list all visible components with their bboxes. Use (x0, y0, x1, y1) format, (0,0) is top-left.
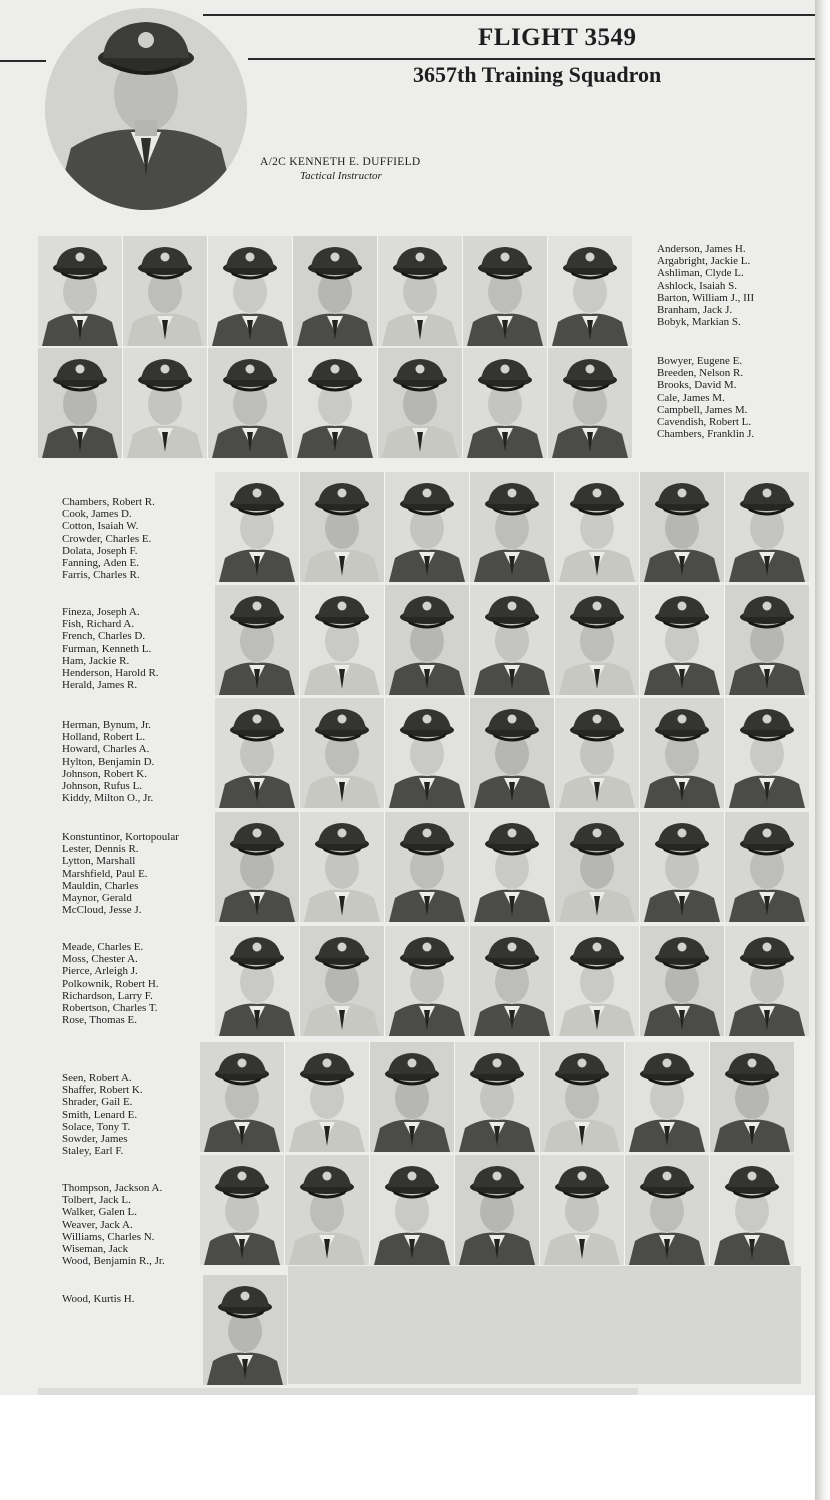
cadet-name: Robertson, Charles T. (62, 1002, 158, 1015)
cadet-name: Cook, James D. (62, 508, 132, 521)
page-edge (815, 0, 830, 1500)
cadet-photo (215, 926, 299, 1036)
cadet-name: Bobyk, Markian S. (657, 316, 741, 329)
cadet-name: Solace, Tony T. (62, 1120, 131, 1133)
cadet-name: Cotton, Isaiah W. (62, 520, 139, 533)
cadet-photo (555, 585, 639, 695)
cadet-name: Holland, Robert L. (62, 731, 146, 744)
cadet-photo (555, 812, 639, 922)
cadet-photo (555, 472, 639, 582)
cadet-name: Seen, Robert A. (62, 1072, 132, 1084)
cadet-name: Konstuntinor, Kortopoular (62, 831, 179, 843)
cadet-name: Brooks, David M. (657, 379, 737, 392)
cadet-name: Crowder, Charles E. (62, 532, 152, 545)
cadet-photo (215, 698, 299, 808)
cadet-name: Ham, Jackie R. (62, 654, 130, 667)
photo-row (200, 1155, 794, 1265)
cadet-photo (725, 698, 809, 808)
cadet-name: Chambers, Robert R. (62, 496, 155, 508)
cadet-photo (540, 1155, 624, 1265)
cadet-photo (300, 585, 384, 695)
cadet-photo (38, 236, 122, 346)
cadet-name: Polkownik, Robert H. (62, 977, 159, 990)
cadet-name: Furman, Kenneth L. (62, 642, 152, 655)
name-list (62, 719, 154, 804)
cadet-photo (725, 926, 809, 1036)
name-list (657, 243, 754, 328)
photo-row (200, 1042, 794, 1152)
cadet-photo (540, 1042, 624, 1152)
cadet-photo (293, 236, 377, 346)
cadet-name: Wood, Benjamin R., Jr. (62, 1255, 165, 1268)
cadet-photo (215, 472, 299, 582)
cadet-photo (455, 1042, 539, 1152)
cadet-photo (300, 698, 384, 808)
cadet-photo (555, 926, 639, 1036)
cadet-name: Breeden, Nelson R. (657, 367, 744, 380)
cadet-name: Rose, Thomas E. (62, 1014, 137, 1027)
cadet-name: Lytton, Marshall (62, 855, 136, 868)
flight-title: FLIGHT 3549 (478, 24, 637, 51)
cadet-name: Lester, Dennis R. (62, 843, 139, 856)
photo-row (215, 812, 809, 922)
cadet-photo (370, 1042, 454, 1152)
cadet-photo (548, 236, 632, 346)
cadet-name: Weaver, Jack A. (62, 1218, 133, 1231)
cadet-photo (385, 926, 469, 1036)
cadet-photo (123, 236, 207, 346)
cadet-name: Herman, Bynum, Jr. (62, 719, 151, 731)
cadet-name: Maynor, Gerald (62, 892, 132, 905)
cadet-name: Sowder, James (62, 1133, 128, 1146)
cadet-photo (300, 926, 384, 1036)
cadet-photo (640, 472, 724, 582)
cadet-name: Staley, Earl F. (62, 1145, 124, 1158)
name-list (62, 831, 179, 916)
cadet-name: Henderson, Harold R. (62, 667, 159, 680)
instructor-title: Tactical Instructor (300, 170, 382, 182)
cadet-photo (470, 472, 554, 582)
instructor-name: A/2C KENNETH E. DUFFIELD (260, 156, 421, 168)
cadet-photo (378, 236, 462, 346)
cadet-photo (38, 348, 122, 458)
cadet-photo (293, 348, 377, 458)
cadet-photo (285, 1042, 369, 1152)
cadet-name: Richardson, Larry F. (62, 989, 153, 1002)
cadet-name: Hylton, Benjamin D. (62, 755, 155, 768)
cadet-photo (470, 698, 554, 808)
cadet-photo (300, 472, 384, 582)
page-bottom-strip (38, 1388, 638, 1395)
cadet-photo (463, 236, 547, 346)
cadet-name: Meade, Charles E. (62, 941, 144, 953)
cadet-name: Anderson, James H. (657, 243, 746, 255)
cadet-name: Ashliman, Clyde L. (657, 267, 744, 280)
cadet-photo (385, 812, 469, 922)
cadet-photo (463, 348, 547, 458)
cadet-name: Johnson, Robert K. (62, 767, 147, 780)
cadet-name: Barton, William J., III (657, 291, 755, 304)
cadet-name: Bowyer, Eugene E. (657, 355, 743, 367)
photo-row (203, 1275, 287, 1385)
cadet-photo (385, 698, 469, 808)
cadet-photo (725, 585, 809, 695)
instructor-figure (45, 8, 247, 210)
cadet-photo (710, 1155, 794, 1265)
cadet-name: Cale, James M. (657, 391, 725, 404)
squadron-title: 3657th Training Squadron (413, 62, 662, 87)
cadet-photo (200, 1042, 284, 1152)
cadet-photo (200, 1155, 284, 1265)
name-list (62, 496, 155, 581)
cadet-name: Fish, Richard A. (62, 618, 135, 631)
header-rule-right (248, 58, 815, 60)
cadet-photo (625, 1042, 709, 1152)
cadet-photo (640, 585, 724, 695)
cadet-name: McCloud, Jesse J. (62, 904, 142, 917)
cadet-name: Ashlock, Isaiah S. (657, 279, 738, 292)
cadet-name: Mauldin, Charles (62, 879, 139, 892)
name-list (62, 941, 159, 1026)
cadet-photo (548, 348, 632, 458)
cadet-photo (625, 1155, 709, 1265)
cadet-name: Fineza, Joseph A. (62, 606, 140, 618)
cadet-photo (385, 472, 469, 582)
photo-row (38, 236, 632, 346)
cadet-name: Shrader, Gail E. (62, 1096, 133, 1109)
cadet-name: Branham, Jack J. (657, 304, 733, 317)
cadet-name: Herald, James R. (62, 679, 138, 692)
cadet-name: Thompson, Jackson A. (62, 1182, 163, 1194)
cadet-name: Shaffer, Robert K. (62, 1084, 143, 1097)
cadet-photo (300, 812, 384, 922)
cadet-name: Smith, Lenard E. (62, 1108, 138, 1121)
cadet-photo (555, 698, 639, 808)
cadet-name: Marshfield, Paul E. (62, 867, 148, 880)
name-list (62, 606, 159, 691)
cadet-photo (385, 585, 469, 695)
cadet-photo (640, 698, 724, 808)
cadet-name: Wiseman, Jack (62, 1243, 129, 1256)
cadet-photo (470, 585, 554, 695)
cadet-photo (208, 236, 292, 346)
cadet-photo (455, 1155, 539, 1265)
name-list (62, 1182, 165, 1267)
photo-row (38, 348, 632, 458)
cadet-name: Walker, Galen L. (62, 1206, 138, 1219)
cadet-name: Argabright, Jackie L. (657, 255, 751, 268)
cadet-photo (725, 472, 809, 582)
instructor-portrait (45, 8, 247, 210)
cadet-photo (640, 926, 724, 1036)
cadet-name: Chambers, Franklin J. (657, 428, 755, 441)
name-list (62, 1072, 143, 1157)
cadet-photo (215, 585, 299, 695)
name-list (657, 355, 754, 440)
photo-row (215, 585, 809, 695)
cadet-name: Campbell, James M. (657, 403, 748, 416)
cadet-photo (640, 812, 724, 922)
cadet-name: Howard, Charles A. (62, 743, 150, 756)
cadet-photo (203, 1275, 287, 1385)
cadet-name: French, Charles D. (62, 630, 146, 643)
cadet-name: Fanning, Aden E. (62, 557, 139, 570)
photo-row (215, 698, 809, 808)
cadet-photo (470, 926, 554, 1036)
header-rule-top (203, 14, 815, 16)
photo-row (215, 472, 809, 582)
cadet-photo (470, 812, 554, 922)
cadet-photo (123, 348, 207, 458)
empty-photo-area (288, 1266, 801, 1384)
header-rule-left (0, 60, 46, 62)
cadet-photo (285, 1155, 369, 1265)
cadet-name: Johnson, Rufus L. (62, 780, 143, 793)
cadet-photo (378, 348, 462, 458)
cadet-photo (215, 812, 299, 922)
cadet-photo (725, 812, 809, 922)
cadet-name: Farris, Charles R. (62, 569, 140, 582)
cadet-name: Kiddy, Milton O., Jr. (62, 792, 154, 805)
cadet-name: Williams, Charles N. (62, 1230, 155, 1243)
cadet-name: Moss, Chester A. (62, 953, 138, 966)
cadet-name: Dolata, Joseph F. (62, 544, 138, 557)
cadet-name: Cavendish, Robert L. (657, 416, 752, 429)
cadet-photo (710, 1042, 794, 1152)
name-list (62, 1293, 134, 1305)
cadet-name: Wood, Kurtis H. (62, 1293, 135, 1305)
cadet-name: Pierce, Arleigh J. (62, 965, 138, 978)
cadet-photo (208, 348, 292, 458)
cadet-photo (370, 1155, 454, 1265)
cadet-name: Tolbert, Jack L. (62, 1194, 131, 1207)
photo-row (215, 926, 809, 1036)
